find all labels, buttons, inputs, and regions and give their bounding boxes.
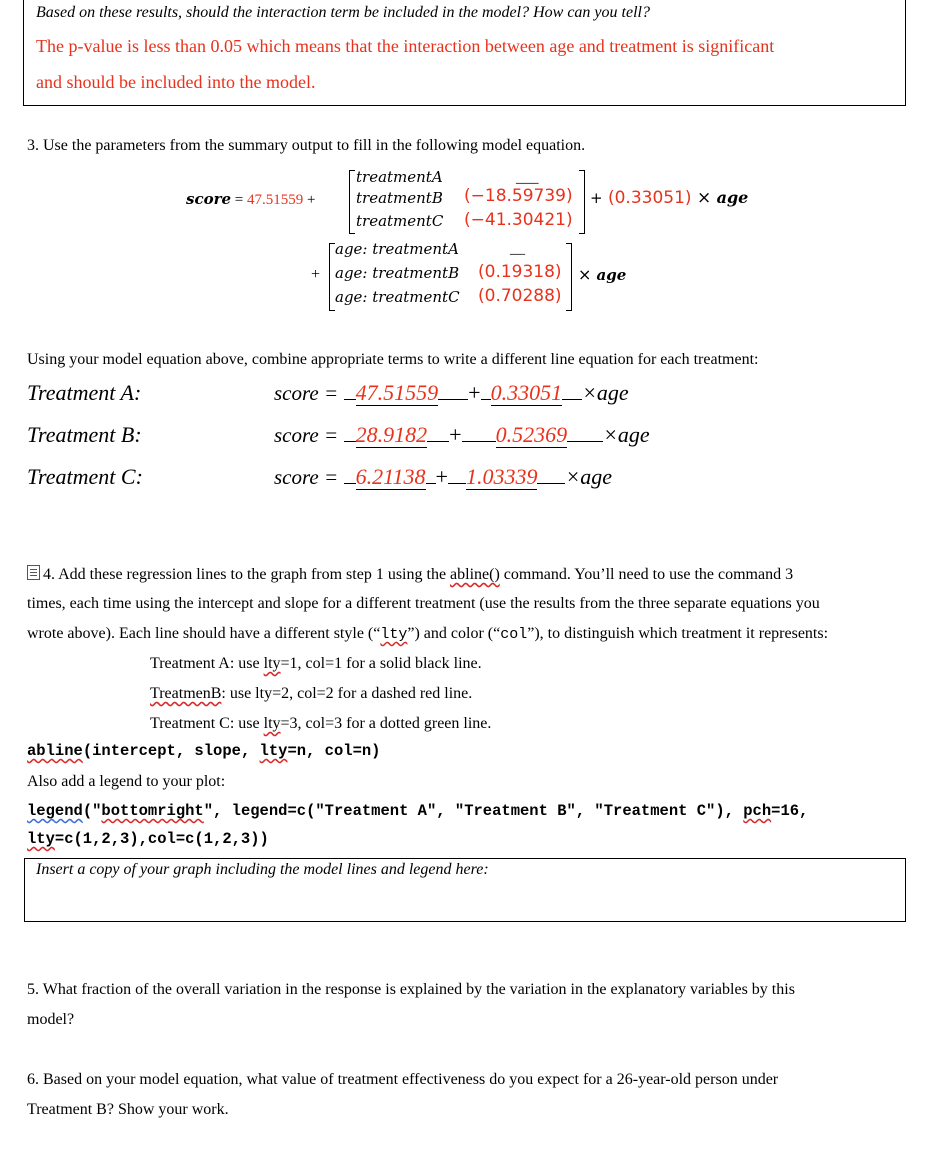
treatment-a-label: Treatment A: <box>27 380 142 405</box>
treatment-c-label: Treatment C: <box>27 464 143 489</box>
q6-line2: Treatment B? Show your work. <box>27 1101 229 1118</box>
age-slope-term <box>590 188 748 208</box>
times-sign-2: × <box>578 265 592 284</box>
intercept-value: 47.51559 <box>247 192 304 208</box>
q4-line1-b: command. You’ll need to use the command 3 <box>499 566 794 583</box>
q4-tc-a: Treatment C: use <box>150 715 264 732</box>
code-legend-fn: legend <box>27 802 83 820</box>
interaction-term-b: age: treatmentB <box>335 264 460 282</box>
interaction-term-c: age: treatmentC <box>335 288 460 306</box>
score-eq-b: score = <box>274 423 339 447</box>
code-legend-open: (" <box>82 802 102 820</box>
treatment-b-name: treatmentB <box>356 189 443 207</box>
treatment-b-equation <box>274 422 650 448</box>
legend-prompt: Also add a legend to your plot: <box>27 773 226 790</box>
q4-col-ref: col <box>500 626 528 643</box>
interaction-b-value: (0.19318) <box>478 262 562 282</box>
insert-prompt: Insert a copy of your graph including the model lines and legend here: <box>36 861 489 878</box>
treatment-bracket-right <box>579 170 585 234</box>
q4-tb-a: TreatmenB <box>150 685 222 702</box>
q4-treatment-b <box>150 685 472 703</box>
age-slope-value: (0.33051) <box>607 188 692 208</box>
treatment-term-c <box>356 212 443 230</box>
q4-treatment-c <box>150 715 491 733</box>
q3-equation-main <box>186 190 315 209</box>
q4-lty-ref: lty <box>380 626 408 643</box>
treatment-b-value: (−18.59739) <box>464 186 573 206</box>
code-legend-line2 <box>27 830 269 848</box>
document-icon <box>27 565 40 580</box>
line-a-times-age: ×age <box>582 380 629 405</box>
q6-line1: 6. Based on your model equation, what value of treatment effectiveness do you expect for a 26-year-old person under <box>27 1071 779 1088</box>
q4-line3-a: wrote above). Each line should have a different style (“ <box>27 625 381 642</box>
treatment-bracket-left <box>349 170 355 234</box>
graph-insert-box[interactable] <box>24 858 906 922</box>
plus-sign-3: + <box>311 266 321 283</box>
line-c-plus: + <box>435 464 448 489</box>
plus-sign-2: + <box>590 189 603 207</box>
score-var: score <box>186 190 232 208</box>
treatment-b-label: Treatment B: <box>27 422 142 447</box>
code-legend-pch: pch <box>743 802 772 820</box>
interaction-term-a: age: treatmentA <box>335 240 459 258</box>
code-abline-lty: lty <box>259 742 288 760</box>
line-b-slope: 0.52369 <box>495 422 568 447</box>
q2-answer-line2: and should be included into the model. <box>36 72 316 92</box>
treatment-term-a <box>356 168 443 186</box>
line-c-intercept: 6.21138 <box>355 464 426 489</box>
q4-ta-lty: lty <box>263 655 281 672</box>
treatment-a-equation <box>274 380 629 406</box>
line-c-slope: 1.03339 <box>465 464 538 489</box>
q4-tb-b: : use lty=2, col=2 for a dashed red line. <box>221 685 473 702</box>
code-legend2-lty: lty <box>27 830 55 848</box>
line-a-slope: 0.33051 <box>490 380 563 405</box>
q3-prompt: 3. Use the parameters from the summary output to fill in the following model equation. <box>27 137 586 154</box>
code-abline-end: =n, col=n) <box>287 742 381 760</box>
q4-line1-a: 4. Add these regression lines to the graph from step 1 using the <box>43 566 451 583</box>
code-abline-fn: abline <box>27 742 83 760</box>
treatment-c-equation <box>274 464 612 490</box>
code-abline-args: (intercept, slope, <box>82 742 260 760</box>
score-eq-a: score = <box>274 381 339 405</box>
q4-ta-b: =1, col=1 for a solid black line. <box>280 655 482 672</box>
q5-line1: 5. What fraction of the overall variation in the response is explained by the variation in the explanatory variables by this <box>27 981 795 998</box>
q2-answer-line1: The p-value is less than 0.05 which means that the interaction between age and treatment is significant <box>36 36 775 56</box>
code-legend-pch-val: =16, <box>771 802 809 820</box>
interaction-c-value: (0.70288) <box>478 286 562 306</box>
treatment-term-b <box>356 189 443 207</box>
treatment-a-name: treatmentA <box>356 168 443 186</box>
line-a-intercept: 47.51559 <box>355 380 439 405</box>
q4-ta-a: Treatment A: use <box>150 655 264 672</box>
q5-line2: model? <box>27 1011 75 1028</box>
q2-question: Based on these results, should the interaction term be included in the model? How can you tell? <box>36 4 650 21</box>
q4-line3 <box>27 625 828 643</box>
code-legend2-rest: =c(1,2,3),col=c(1,2,3)) <box>54 830 269 848</box>
q4-line2: times, each time using the intercept and slope for a different treatment (use the results from the three separate equations you <box>27 595 820 612</box>
treatment-c-name: treatmentC <box>356 212 444 230</box>
line-b-times-age: ×age <box>603 422 650 447</box>
q2-answer-box <box>23 0 906 106</box>
combine-prompt: Using your model equation above, combine appropriate terms to write a different line equation for each treatment: <box>27 351 759 368</box>
code-abline <box>27 742 380 760</box>
code-legend-pos: bottomright <box>101 802 204 820</box>
plus-sign: + <box>307 192 316 208</box>
interaction-a-blank: __ <box>510 241 525 257</box>
line-b-plus: + <box>449 422 462 447</box>
interaction-times-age <box>578 265 626 284</box>
age-var-2: age <box>596 266 627 284</box>
q4-treatment-a <box>150 655 482 673</box>
q4-tc-lty: lty <box>263 715 281 732</box>
interaction-bracket-right <box>566 243 572 311</box>
age-var: age <box>716 188 749 207</box>
line-a-plus: + <box>468 380 481 405</box>
score-eq-c: score = <box>274 465 339 489</box>
line-b-intercept: 28.9182 <box>355 422 428 447</box>
line-c-times-age: ×age <box>565 464 613 489</box>
q4-line3-c: ”), to distinguish which treatment it represents: <box>527 625 829 642</box>
treatment-a-blank: ___ <box>516 170 539 186</box>
q4-line3-b: ”) and color (“ <box>407 625 501 642</box>
code-legend-args: ", legend=c("Treatment A", "Treatment B", "Treatment C"), <box>203 802 744 820</box>
q4-line1 <box>27 565 793 584</box>
q4-tc-b: =3, col=3 for a dotted green line. <box>280 715 492 732</box>
q4-abline-ref: abline() <box>450 566 500 583</box>
times-sign: × <box>696 188 712 208</box>
equals-sign: = <box>234 192 244 208</box>
code-legend <box>27 802 808 820</box>
treatment-c-value: (−41.30421) <box>464 210 573 230</box>
